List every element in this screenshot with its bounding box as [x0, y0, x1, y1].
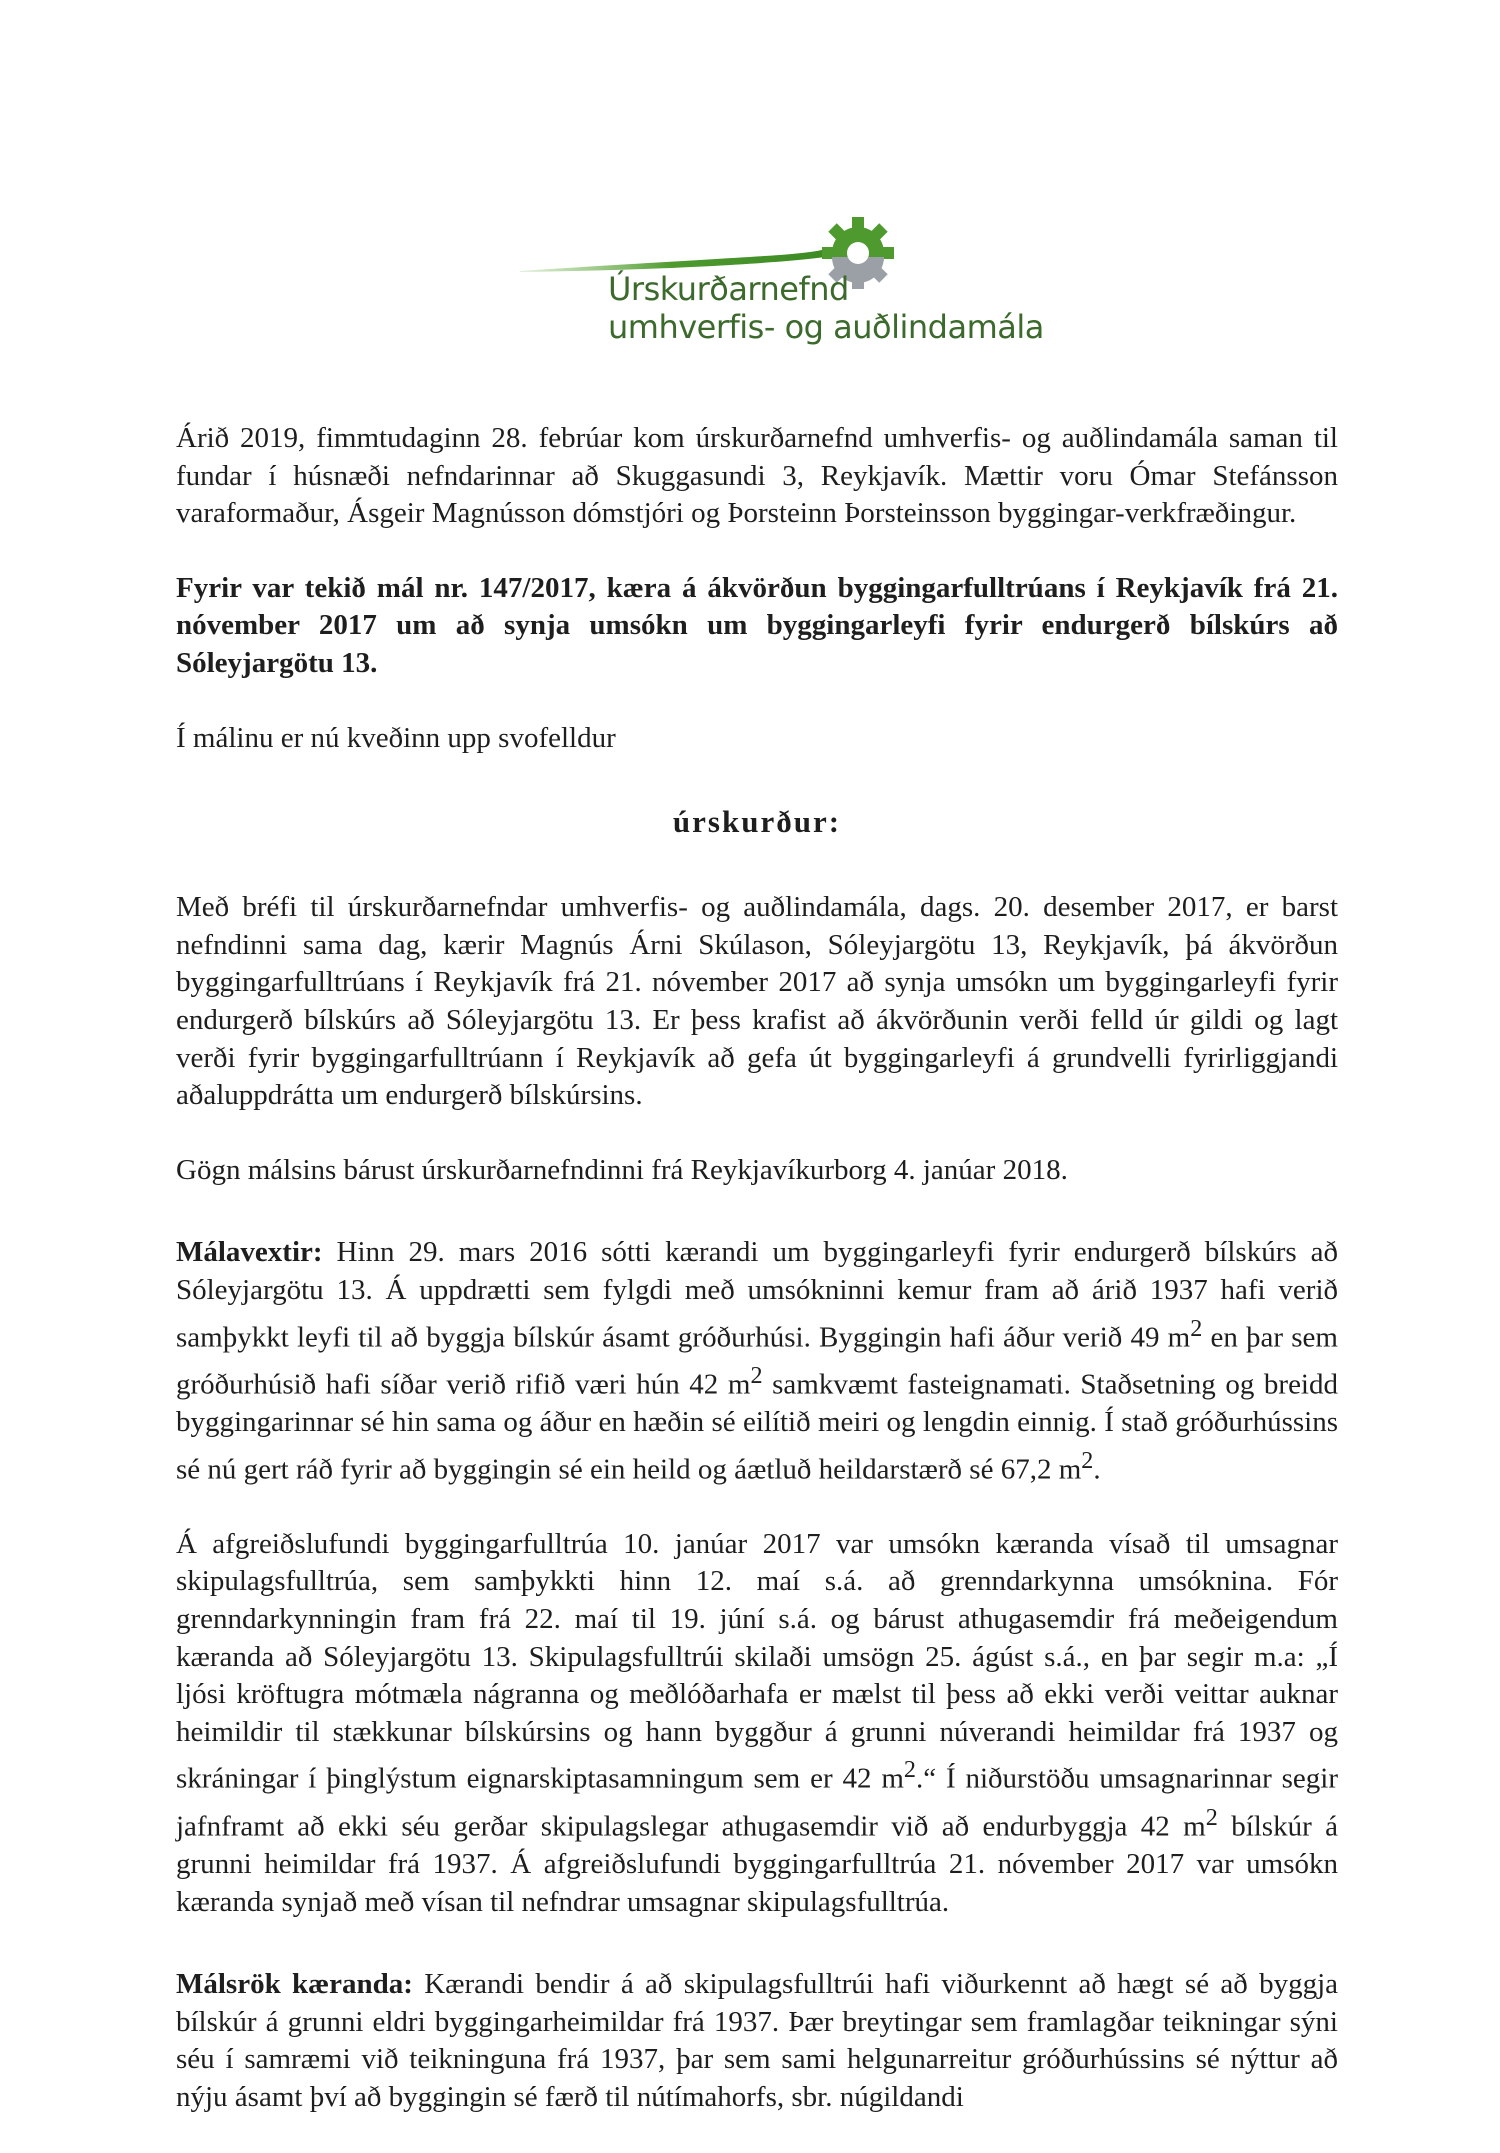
document-body	[176, 420, 1338, 2153]
arguments-text: Kærandi bendir á að skipulagsfulltrúi hafi viðurkennt að hægt sé að byggja bílskúr á grunni eldri byggingarheimildar frá 1937. Þær breytingar sem framlagðar teikningar sýni séu í samræmi við teikninguna frá 1937, þar sem sami helgunarreitur gróðurhússins sé nýttur að nýju ásamt því að byggingin sé færð til nútímahorfs, sbr. núgildandi	[176, 1968, 1339, 2113]
superscript: 2	[1190, 1314, 1203, 1342]
case-title	[176, 570, 1338, 683]
paragraph-4	[176, 1526, 1338, 1921]
facts-text-b: en þar sem gróðurhúsið hafi síðar verið rifið væri hún 42 m	[176, 1321, 1338, 1401]
paragraph-2: Gögn málsins bárust úrskurðarnefndinni frá Reykjavíkurborg 4. janúar 2018.	[176, 1153, 1068, 1186]
logo	[520, 215, 1044, 355]
superscript: 2	[903, 1756, 916, 1784]
facts-text-d: .	[1093, 1453, 1101, 1486]
facts-text-a: Hinn 29. mars 2016 sótti kærandi um byggingarleyfi fyrir endurgerð bílskúrs að Sóleyjargötu 13. Á uppdrætti sem fylgdi með umsókninni kemur fram að árið 1937 hafi verið samþykkt leyfi til að byggja bílskúr ásamt gróðurhúsi. Byggingin hafi áður verið 49 m	[176, 1236, 1338, 1354]
paragraph-facts	[176, 1234, 1338, 1489]
intro-paragraph: Árið 2019, fimmtudaginn 28. febrúar kom úrskurðarnefnd umhverfis- og auðlindamála saman til fundar í húsnæði nefndarinnar að Skuggasundi 3, Reykjavík. Mættir voru Ómar Stefánsson varaformaður, Ásgeir Magnússon dómstjóri og Þorsteinn Þorsteinsson byggingar-verkfræðingur.	[176, 422, 1338, 530]
paragraph-arguments	[176, 1966, 1338, 2116]
case-title-text: Fyrir var tekið mál nr. 147/2017, kæra á ákvörðun byggingarfulltrúans í Reykjavík frá 21. nóvember 2017 um að synja umsókn um byggingarleyfi fyrir endurgerð bílskúrs að Sóleyjargötu 13.	[176, 571, 1338, 679]
arguments-label: Málsrök kæranda:	[176, 1968, 413, 2001]
p4-text-a: Á afgreiðslufundi byggingarfulltrúa 10. janúar 2017 var umsókn kæranda vísað til umsagnar skipulagsfulltrúa, sem samþykkti hinn 12. maí s.á. að grenndarkynna umsóknina. Fór grenndarkynningin fram frá 22. maí til 19. júní s.á. og bárust athugasemdir frá meðeigendum kæranda að Sóleyjargötu 13. Skipulagsfulltrúi skilaði umsögn 25. ágúst s.á., en þar segir m.a: „Í ljósi kröftugra mótmæla nágranna og meðlóðarhafa er mælst til þess að ekki verði veittar auknar heimildir til stækkunar bílskúrsins og hann byggður á grunni núverandi heimildar frá 1937 og skráningar í þinglýstum eignarskiptasamningum sem er 42 m	[176, 1527, 1338, 1796]
org-name-line1: Úrskurðarnefnd	[608, 270, 849, 308]
facts-text-c: samkvæmt fasteignamati. Staðsetning og breidd byggingarinnar sé hin sama og áður en hæðin sé eilítið meiri og lengdin einnig. Í stað gróðurhússins sé nú gert ráð fyrir að byggingin sé ein heild og áætluð heildarstærð sé 67,2 m	[176, 1368, 1338, 1486]
ruling-intro: Í málinu er nú kveðinn upp svofelldur	[176, 721, 616, 754]
ruling-heading: úrskurður:	[672, 804, 842, 840]
p4-text-c: bílskúr á grunni heimildar frá 1937. Á afgreiðslufundi byggingarfulltrúa 21. nóvember 2017 var umsókn kæranda synjað með vísan til nefndrar umsagnar skipulagsfulltrúa.	[176, 1810, 1338, 1918]
superscript: 2	[750, 1361, 763, 1389]
facts-label: Málavextir:	[176, 1236, 323, 1269]
superscript: 2	[1205, 1803, 1218, 1831]
paragraph-1: Með bréfi til úrskurðarnefndar umhverfis- og auðlindamála, dags. 20. desember 2017, er barst nefndinni sama dag, kærir Magnús Árni Skúlason, Sóleyjargötu 13, Reykjavík, þá ákvörðun byggingarfulltrúans í Reykjavík frá 21. nóvember 2017 að synja umsókn um byggingarleyfi fyrir endurgerð bílskúrs að Sóleyjargötu 13. Er þess krafist að ákvörðunin verði felld úr gildi og lagt verði fyrir byggingarfulltrúann í Reykjavík að gefa út byggingarleyfi á grundvelli fyrirliggjandi aðaluppdrátta um endurgerð bílskúrsins.	[176, 891, 1338, 1112]
superscript: 2	[1081, 1446, 1094, 1474]
p4-text-b: .“ Í niðurstöðu umsagnarinnar segir jafnframt að ekki séu gerðar skipulagslegar athugasemdir við að endurbyggja 42 m	[176, 1763, 1338, 1843]
org-name-line2: umhverfis- og auðlindamála	[608, 308, 1044, 346]
